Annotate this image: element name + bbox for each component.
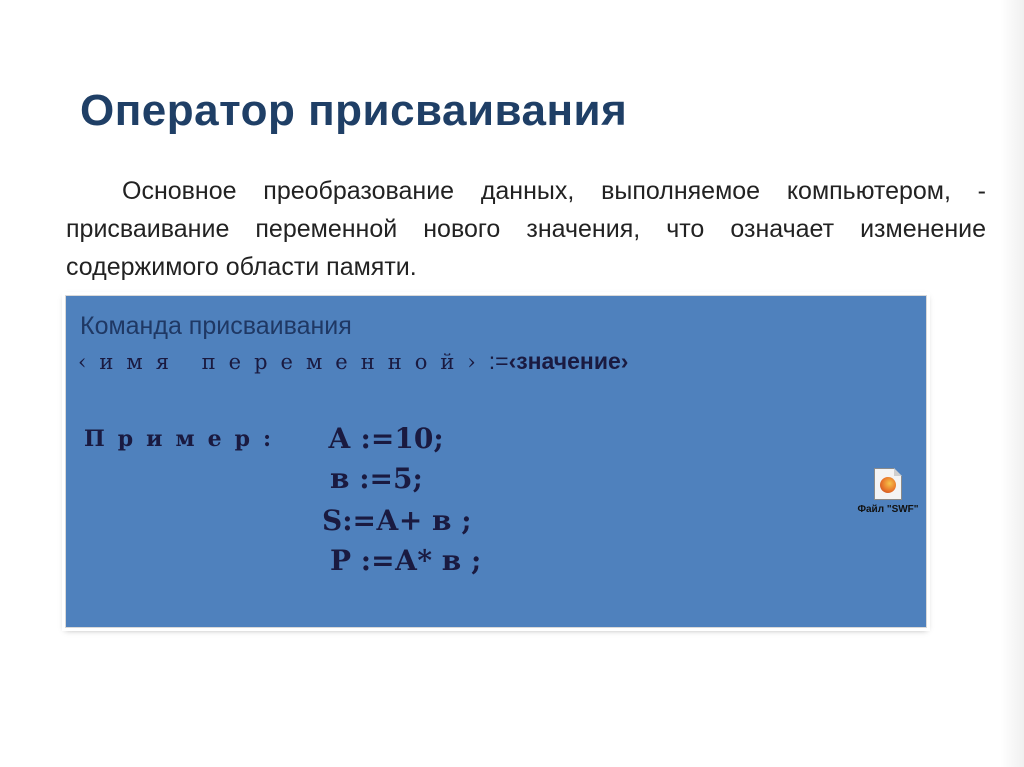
code-line: S:=А+ в ; (322, 504, 472, 537)
example-label: Пример: (84, 426, 285, 452)
firefox-icon (880, 477, 896, 493)
file-corner-icon (894, 468, 902, 476)
slide-edge-shadow (1000, 0, 1024, 767)
syntax-operator: := (488, 348, 509, 374)
code-line: в :=5; (330, 462, 423, 495)
box-heading: Команда присваивания (80, 312, 352, 340)
assignment-box (65, 295, 927, 628)
syntax-line (78, 348, 628, 375)
syntax-name: ‹имя переменной› (78, 350, 489, 374)
slide-title: Оператор присваивания (80, 86, 628, 135)
intro-paragraph: Основное преобразование данных, выполняемое компьютером, - присваивание переменной нового значения, что означает изменение содержимого области памяти. (66, 177, 986, 281)
syntax-value: ‹значение› (508, 348, 629, 374)
swf-file-label[interactable]: Файл "SWF" (857, 504, 919, 515)
swf-file-icon[interactable] (874, 468, 902, 500)
code-line: Р :=А* в ; (330, 544, 482, 577)
code-line: А :=10; (328, 422, 444, 455)
